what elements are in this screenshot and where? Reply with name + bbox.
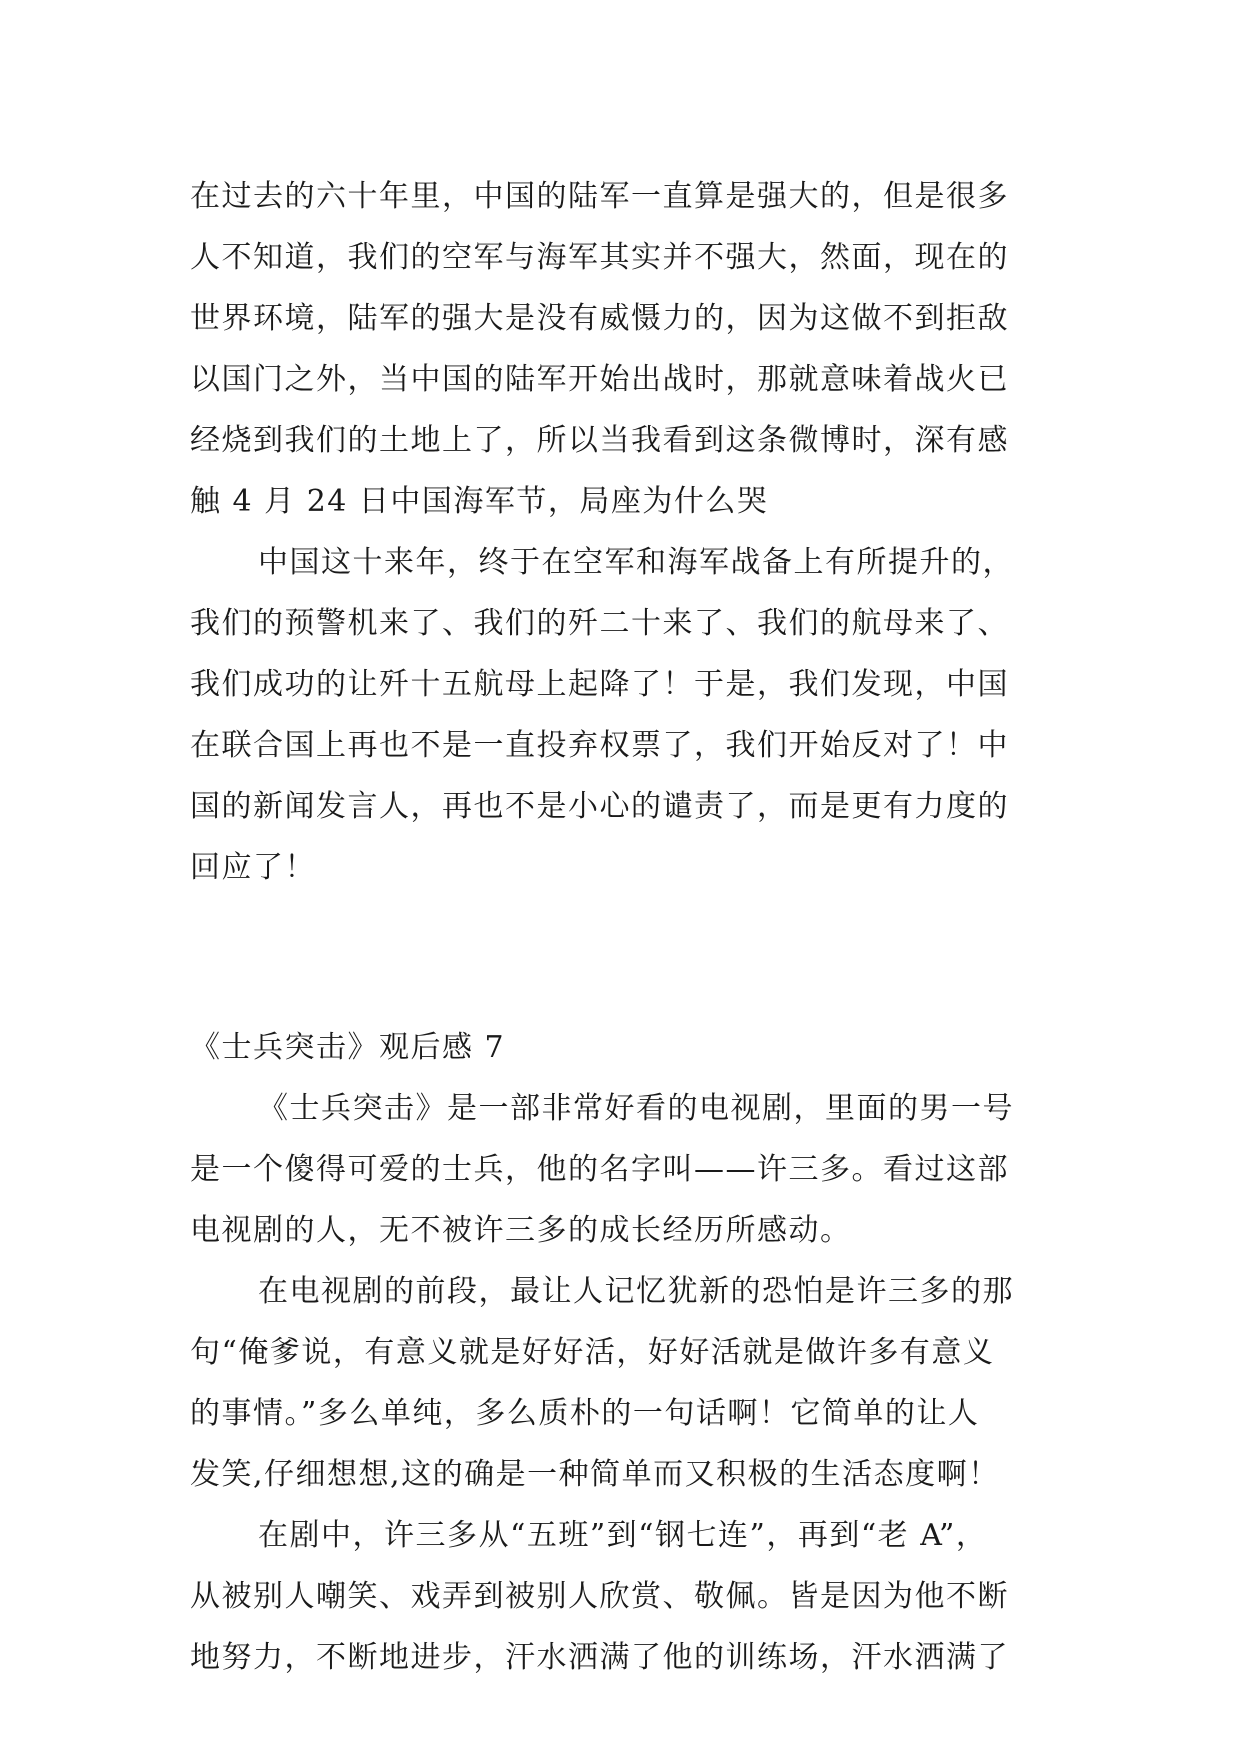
text-line: 在过去的六十年里，中国的陆军一直算是强大的，但是很多 (190, 179, 1009, 214)
text-line: 电视剧的人，无不被许三多的成长经历所感动。 (190, 1213, 852, 1248)
text-line: 的事情。”多么单纯，多么质朴的一句话啊！它简单的让人 (190, 1396, 980, 1431)
text-line: 国的新闻发言人，再也不是小心的谴责了，而是更有力度的 (190, 789, 1009, 824)
section-gap (190, 898, 1060, 1017)
document-page (190, 166, 1060, 1688)
text-line: 触 4 月 24 日中国海军节，局座为什么哭 (190, 484, 769, 519)
text-line: 中国这十来年，终于在空军和海军战备上有所提升的， (258, 545, 1014, 580)
text-line: 从被别人嘲笑、戏弄到被别人欣赏、敬佩。皆是因为他不断 (190, 1579, 1009, 1614)
text-line: 人不知道，我们的空军与海军其实并不强大，然面，现在的 (190, 240, 1009, 275)
text-line: 我们的预警机来了、我们的歼二十来了、我们的航母来了、 (190, 606, 1009, 641)
text-line: 以国门之外，当中国的陆军开始出战时，那就意味着战火已 (190, 362, 1009, 397)
text-line: 在电视剧的前段，最让人记忆犹新的恐怕是许三多的那 (258, 1274, 1014, 1309)
paragraph-1 (190, 166, 1060, 532)
section-title: 《士兵突击》观后感 7 (190, 1030, 506, 1065)
text-line: 是一个傻得可爱的士兵，他的名字叫——许三多。看过这部 (190, 1152, 1009, 1187)
paragraph-3 (190, 1078, 1060, 1261)
paragraph-5 (190, 1505, 1060, 1688)
text-line: 发笑,仔细想想,这的确是一种简单而又积极的生活态度啊！ (190, 1457, 1000, 1492)
text-line: 回应了！ (190, 850, 316, 885)
text-line: 我们成功的让歼十五航母上起降了！于是，我们发现，中国 (190, 667, 1009, 702)
text-line: 在联合国上再也不是一直投弃权票了，我们开始反对了！中 (190, 728, 1009, 763)
paragraph-2 (190, 532, 1060, 898)
text-line: 《士兵突击》是一部非常好看的电视剧，里面的男一号 (258, 1091, 1014, 1126)
text-line: 世界环境，陆军的强大是没有威慑力的，因为这做不到拒敌 (190, 301, 1009, 336)
paragraph-4 (190, 1261, 1060, 1505)
text-line: 在剧中，许三多从“五班”到“钢七连”，再到“老 A”， (258, 1518, 988, 1553)
text-line: 经烧到我们的土地上了，所以当我看到这条微博时，深有感 (190, 423, 1009, 458)
text-line: 地努力，不断地进步，汗水洒满了他的训练场，汗水洒满了 (190, 1640, 1009, 1675)
text-line: 句“俺爹说，有意义就是好好活，好好活就是做许多有意义 (190, 1335, 995, 1370)
